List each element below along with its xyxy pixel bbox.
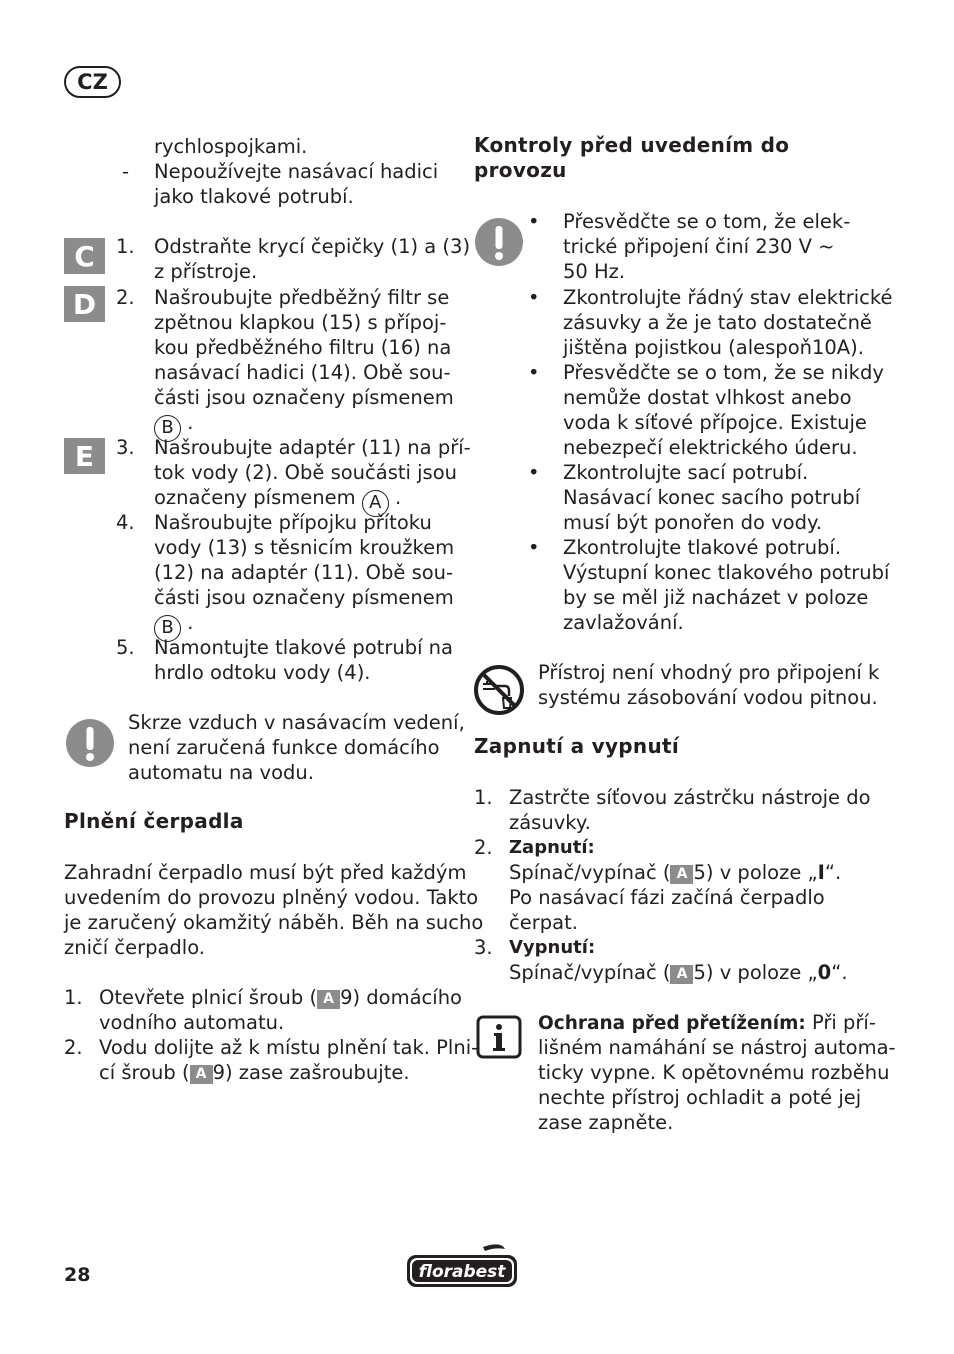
step-line: kou předběžného filtru (16) na [154, 336, 452, 359]
onoff-line: Zastrčte síťovou zástrčku nástroje do [509, 786, 871, 809]
bullet-line: Výstupní konec tlakového potrubí [563, 561, 890, 584]
text-part: Spínač/vypínač ( [509, 861, 671, 884]
notice-line: Přístroj není vhodný pro připojení k [538, 661, 880, 684]
bullet-line: nemůže dostat vlhkost anebo [563, 386, 852, 409]
onoff-line [509, 860, 841, 885]
onoff-line: Po nasávací fázi začíná čerpadlo [509, 886, 825, 909]
text-part: cí šroub ( [99, 1061, 190, 1084]
step-number: 5. [116, 636, 135, 659]
step-line: zpětnou klapkou (15) s přípoj- [154, 311, 447, 334]
section-heading-checks: Kontroly před uvedením do [474, 133, 790, 157]
text-part: Otevřete plnicí šroub ( [99, 986, 318, 1009]
section-heading-checks-cont: provozu [474, 158, 567, 182]
step-number: 2. [474, 836, 493, 859]
intro-line: jako tlakové potrubí. [154, 185, 354, 208]
bullet-line: by se měl již nacházet v poloze [563, 586, 869, 609]
warning-line: Skrze vzduch v nasávacím vedení, [128, 711, 465, 734]
bullet-line: Zkontrolujte řádný stav elektrické [563, 286, 893, 309]
info-line: lišném namáhání se nástroj automa- [538, 1036, 896, 1059]
bullet-line: trické připojení činí 230 V ~ [563, 235, 835, 258]
warning-line: automatu na vodu. [128, 761, 314, 784]
step-line: tok vody (2). Obě součásti jsou [154, 461, 458, 484]
step-number: 3. [116, 436, 135, 459]
marker-b: B [154, 615, 181, 642]
step-line: Našroubujte předběžný filtr se [154, 286, 450, 309]
marker-b: B [154, 415, 181, 442]
bullet-dot: • [528, 286, 540, 309]
info-line [538, 1010, 876, 1036]
fill-step-line: Vodu dolijte až k místu plnění tak. Plni- [99, 1036, 479, 1059]
fill-step-line [99, 1060, 410, 1085]
text-part: Při pří- [805, 1011, 876, 1034]
bullet-line: Zkontrolujte sací potrubí. [563, 461, 809, 484]
bullet-dot: • [528, 461, 540, 484]
step-number: 3. [474, 936, 493, 959]
step-line: nasávací hadici (14). Obě sou- [154, 361, 451, 384]
step-line: části jsou označeny písmenem [154, 386, 454, 409]
text-part: “. [831, 961, 848, 984]
step-line: části jsou označeny písmenem [154, 586, 454, 609]
bullet-dot: • [528, 361, 540, 384]
bullet-line: nebezpečí elektrického úderu. [563, 436, 858, 459]
step-line: hrdlo odtoku vody (4). [154, 661, 371, 684]
badge-a: A [190, 1065, 213, 1084]
intro-line: Nepoužívejte nasávací hadici [154, 160, 439, 183]
step-number: 1. [474, 786, 493, 809]
step-line: Našroubujte adaptér (11) na pří- [154, 436, 471, 459]
bullet-dot: • [528, 536, 540, 559]
brand-logo-text: florabest [418, 1262, 506, 1282]
badge-a: A [317, 990, 340, 1009]
text-part: Spínač/vypínač ( [509, 961, 671, 984]
text-part: 5) v poloze „ [693, 861, 818, 884]
bullet-line: zavlažování. [563, 611, 684, 634]
step-number: 1. [116, 235, 135, 258]
onoff-line [509, 960, 848, 985]
paragraph-line: Zahradní čerpadlo musí být před každým [64, 861, 467, 884]
bullet-line: jištěna pojistkou (alespoň10A). [563, 336, 864, 359]
fill-step-line: vodního automatu. [99, 1011, 285, 1034]
section-heading-filling: Plnění čerpadla [64, 809, 244, 833]
no-drinking-water-icon [473, 664, 525, 716]
fill-step-line [99, 985, 462, 1010]
step-line: Namontujte tlakové potrubí na [154, 636, 453, 659]
bullet-line: zásuvky a že je tato dostatečně [563, 311, 872, 334]
step-line: (12) na adaptér (11). Obě sou- [154, 561, 454, 584]
bullet-line: 50 Hz. [563, 260, 626, 283]
step-number: 4. [116, 511, 135, 534]
text-part: “. [824, 861, 842, 884]
badge-a: A [670, 965, 693, 984]
paragraph-line: zničí čerpadlo. [64, 936, 205, 959]
position-value: 0 [817, 961, 832, 984]
bullet-line: musí být ponořen do vody. [563, 511, 822, 534]
warning-line: není zaručená funkce domácího [128, 736, 440, 759]
info-line: ticky vypne. K opětovnému rozběhu [538, 1061, 890, 1084]
side-tab-e: E [64, 438, 105, 474]
bullet-line: Nasávací konec sacího potrubí [563, 486, 861, 509]
bullet-dot: • [528, 210, 540, 233]
language-badge: CZ [64, 66, 121, 98]
intro-dash: - [122, 160, 130, 183]
text-part: 9) domácího [340, 986, 462, 1009]
section-heading-onoff: Zapnutí a vypnutí [474, 734, 680, 758]
info-line: nechte přístroj ochladit a poté jej [538, 1086, 862, 1109]
info-line: zase zapněte. [538, 1111, 674, 1134]
text-part: 9) zase zašroubujte. [212, 1061, 410, 1084]
brand-logo [405, 1243, 519, 1289]
bullet-line: Přesvědčte se o tom, že elek- [563, 210, 851, 233]
paragraph-line: uvedením do provozu plněný vodou. Takto [64, 886, 479, 909]
text-part: 5) v poloze „ [693, 961, 818, 984]
warning-icon [66, 719, 114, 767]
step-number: 2. [64, 1036, 83, 1059]
intro-line: rychlospojkami. [154, 135, 308, 158]
onoff-label-off: Vypnutí: [509, 937, 596, 958]
notice-line: systému zásobování vodou pitnou. [538, 686, 878, 709]
step-number: 2. [116, 286, 135, 309]
step-number: 1. [64, 986, 83, 1009]
step-line: Odstraňte krycí čepičky (1) a (3) [154, 235, 471, 258]
onoff-label-on: Zapnutí: [509, 837, 595, 858]
step-line: vody (13) s těsnicím kroužkem [154, 536, 455, 559]
bullet-line: Přesvědčte se o tom, že se nikdy [563, 361, 884, 384]
badge-a: A [670, 865, 693, 884]
step-line: označeny písmenem [154, 486, 356, 509]
info-icon [476, 1015, 522, 1059]
paragraph-line: je zaručený okamžitý náběh. Běh na sucho [64, 911, 484, 934]
position-value: I [817, 861, 825, 884]
marker-line: B . [154, 410, 193, 442]
step-line: Našroubujte přípojku přítoku [154, 511, 432, 534]
marker-line: označeny písmenem A . [154, 485, 401, 517]
page-number: 28 [64, 1264, 91, 1286]
side-tab-d: D [64, 286, 105, 322]
side-tab-c: C [64, 238, 105, 274]
bullet-line: voda k síťové přípojce. Existuje [563, 411, 867, 434]
onoff-line: čerpat. [509, 911, 578, 934]
info-bold: Ochrana před přetížením: [538, 1013, 806, 1034]
marker-line: B . [154, 610, 193, 642]
warning-icon [475, 218, 523, 266]
marker-a: A [362, 490, 389, 517]
onoff-line: zásuvky. [509, 811, 591, 834]
bullet-line: Zkontrolujte tlakové potrubí. [563, 536, 842, 559]
step-line: z přístroje. [154, 260, 258, 283]
